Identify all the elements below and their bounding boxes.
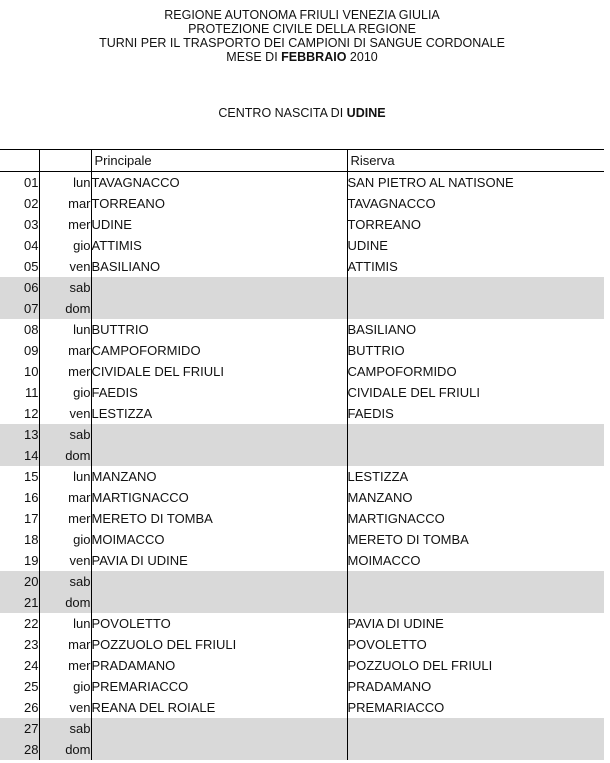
principale-cell: PREMARIACCO <box>91 676 347 697</box>
header-month <box>0 50 604 64</box>
principale-cell <box>91 718 347 739</box>
weekday-cell: mer <box>39 361 91 382</box>
birth-center-prefix: CENTRO NASCITA DI <box>218 106 347 120</box>
weekday-cell: ven <box>39 256 91 277</box>
day-cell: 20 <box>0 571 39 592</box>
riserva-cell <box>347 718 604 739</box>
weekday-cell: gio <box>39 529 91 550</box>
principale-cell: TORREANO <box>91 193 347 214</box>
header-department: PROTEZIONE CIVILE DELLA REGIONE <box>188 22 416 36</box>
weekday-cell: gio <box>39 676 91 697</box>
riserva-cell: MERETO DI TOMBA <box>347 532 469 547</box>
day-cell: 25 <box>0 676 39 697</box>
day-cell: 12 <box>0 403 39 424</box>
weekday-cell: dom <box>39 592 91 613</box>
table-row <box>0 571 604 592</box>
principale-cell <box>91 445 347 466</box>
table-row <box>0 424 604 445</box>
weekday-cell: dom <box>39 298 91 319</box>
riserva-cell <box>347 592 604 613</box>
riserva-cell: BUTTRIO <box>347 343 405 358</box>
table-row <box>0 718 604 739</box>
principale-cell: BUTTRIO <box>91 319 347 340</box>
table-row <box>0 340 604 361</box>
day-cell: 06 <box>0 277 39 298</box>
document-header <box>0 8 604 64</box>
day-cell: 11 <box>0 382 39 403</box>
table-row <box>0 487 604 508</box>
principale-cell: MERETO DI TOMBA <box>91 508 347 529</box>
day-cell: 26 <box>0 697 39 718</box>
principale-cell <box>91 424 347 445</box>
weekday-cell: mar <box>39 487 91 508</box>
riserva-cell <box>347 424 604 445</box>
day-cell: 03 <box>0 214 39 235</box>
table-row <box>0 529 604 550</box>
column-header-weekday <box>39 150 91 172</box>
weekday-cell: lun <box>39 613 91 634</box>
weekday-cell: mar <box>39 340 91 361</box>
day-cell: 01 <box>0 172 39 194</box>
riserva-cell <box>347 445 604 466</box>
header-month-prefix: MESE DI <box>226 50 282 64</box>
day-cell: 19 <box>0 550 39 571</box>
principale-cell: ATTIMIS <box>91 235 347 256</box>
riserva-cell: PREMARIACCO <box>347 700 445 715</box>
riserva-cell: FAEDIS <box>347 406 394 421</box>
riserva-cell: PRADAMANO <box>347 679 432 694</box>
weekday-cell: dom <box>39 445 91 466</box>
riserva-cell: PAVIA DI UDINE <box>347 616 444 631</box>
table-row <box>0 655 604 676</box>
principale-cell: FAEDIS <box>91 382 347 403</box>
table-row <box>0 508 604 529</box>
header-month-year: 2010 <box>346 50 378 64</box>
column-header-riserva: Riserva <box>347 150 604 172</box>
riserva-cell: POVOLETTO <box>347 637 427 652</box>
principale-cell <box>91 571 347 592</box>
table-row <box>0 277 604 298</box>
table-row <box>0 613 604 634</box>
column-header-principale: Principale <box>91 150 347 172</box>
principale-cell: POVOLETTO <box>91 613 347 634</box>
day-cell: 15 <box>0 466 39 487</box>
riserva-cell: LESTIZZA <box>347 469 409 484</box>
principale-cell <box>91 592 347 613</box>
day-cell: 23 <box>0 634 39 655</box>
riserva-cell <box>347 739 604 760</box>
weekday-cell: dom <box>39 739 91 760</box>
weekday-cell: gio <box>39 235 91 256</box>
day-cell: 17 <box>0 508 39 529</box>
riserva-cell: POZZUOLO DEL FRIULI <box>347 658 493 673</box>
header-region: REGIONE AUTONOMA FRIULI VENEZIA GIULIA <box>164 8 440 22</box>
principale-cell: CIVIDALE DEL FRIULI <box>91 361 347 382</box>
weekday-cell: ven <box>39 697 91 718</box>
principale-cell: MANZANO <box>91 466 347 487</box>
principale-cell <box>91 298 347 319</box>
day-cell: 08 <box>0 319 39 340</box>
day-cell: 04 <box>0 235 39 256</box>
shift-table-body <box>0 172 604 761</box>
day-cell: 14 <box>0 445 39 466</box>
weekday-cell: gio <box>39 382 91 403</box>
principale-cell <box>91 277 347 298</box>
table-row <box>0 256 604 277</box>
principale-cell: MOIMACCO <box>91 529 347 550</box>
riserva-cell <box>347 571 604 592</box>
day-cell: 18 <box>0 529 39 550</box>
day-cell: 05 <box>0 256 39 277</box>
day-cell: 24 <box>0 655 39 676</box>
day-cell: 21 <box>0 592 39 613</box>
table-row <box>0 193 604 214</box>
riserva-cell: SAN PIETRO AL NATISONE <box>347 175 514 190</box>
weekday-cell: lun <box>39 172 91 194</box>
table-row <box>0 319 604 340</box>
riserva-cell: MOIMACCO <box>347 553 421 568</box>
header-row <box>0 150 604 172</box>
day-cell: 27 <box>0 718 39 739</box>
table-row <box>0 634 604 655</box>
weekday-cell: sab <box>39 718 91 739</box>
principale-cell: BASILIANO <box>91 256 347 277</box>
day-cell: 02 <box>0 193 39 214</box>
day-cell: 22 <box>0 613 39 634</box>
table-row <box>0 214 604 235</box>
weekday-cell: mer <box>39 214 91 235</box>
principale-cell: LESTIZZA <box>91 403 347 424</box>
table-row <box>0 739 604 760</box>
principale-cell: MARTIGNACCO <box>91 487 347 508</box>
birth-center-city: UDINE <box>346 106 386 120</box>
weekday-cell: sab <box>39 277 91 298</box>
weekday-cell: sab <box>39 424 91 445</box>
weekday-cell: mar <box>39 634 91 655</box>
riserva-cell: MANZANO <box>347 490 413 505</box>
day-cell: 28 <box>0 739 39 760</box>
riserva-cell: TAVAGNACCO <box>347 196 436 211</box>
day-cell: 10 <box>0 361 39 382</box>
riserva-cell: UDINE <box>347 238 388 253</box>
day-cell: 16 <box>0 487 39 508</box>
weekday-cell: mer <box>39 655 91 676</box>
weekday-cell: ven <box>39 550 91 571</box>
principale-cell: REANA DEL ROIALE <box>91 697 347 718</box>
principale-cell: CAMPOFORMIDO <box>91 340 347 361</box>
table-row <box>0 697 604 718</box>
header-month-name: FEBBRAIO <box>281 50 347 64</box>
principale-cell: UDINE <box>91 214 347 235</box>
table-row <box>0 592 604 613</box>
riserva-cell: BASILIANO <box>347 322 417 337</box>
weekday-cell: lun <box>39 319 91 340</box>
table-row <box>0 550 604 571</box>
day-cell: 07 <box>0 298 39 319</box>
principale-cell: PRADAMANO <box>91 655 347 676</box>
weekday-cell: mer <box>39 508 91 529</box>
table-row <box>0 298 604 319</box>
day-cell: 09 <box>0 340 39 361</box>
day-cell: 13 <box>0 424 39 445</box>
table-row <box>0 676 604 697</box>
weekday-cell: ven <box>39 403 91 424</box>
shift-table <box>0 149 604 760</box>
riserva-cell <box>347 298 604 319</box>
column-header-day <box>0 150 39 172</box>
weekday-cell: sab <box>39 571 91 592</box>
birth-center-title <box>0 106 604 120</box>
table-row <box>0 403 604 424</box>
riserva-cell: TORREANO <box>347 217 421 232</box>
riserva-cell: ATTIMIS <box>347 259 398 274</box>
table-row <box>0 382 604 403</box>
riserva-cell: MARTIGNACCO <box>347 511 445 526</box>
weekday-cell: lun <box>39 466 91 487</box>
shift-table-header <box>0 150 604 172</box>
table-row <box>0 235 604 256</box>
riserva-cell: CAMPOFORMIDO <box>347 364 457 379</box>
weekday-cell: mar <box>39 193 91 214</box>
principale-cell <box>91 739 347 760</box>
header-subject: TURNI PER IL TRASPORTO DEI CAMPIONI DI SANGUE CORDONALE <box>99 36 505 50</box>
principale-cell: POZZUOLO DEL FRIULI <box>91 634 347 655</box>
principale-cell: TAVAGNACCO <box>91 172 347 194</box>
table-row <box>0 361 604 382</box>
riserva-cell <box>347 277 604 298</box>
table-row <box>0 445 604 466</box>
table-row <box>0 172 604 194</box>
riserva-cell: CIVIDALE DEL FRIULI <box>347 385 480 400</box>
table-row <box>0 466 604 487</box>
principale-cell: PAVIA DI UDINE <box>91 550 347 571</box>
